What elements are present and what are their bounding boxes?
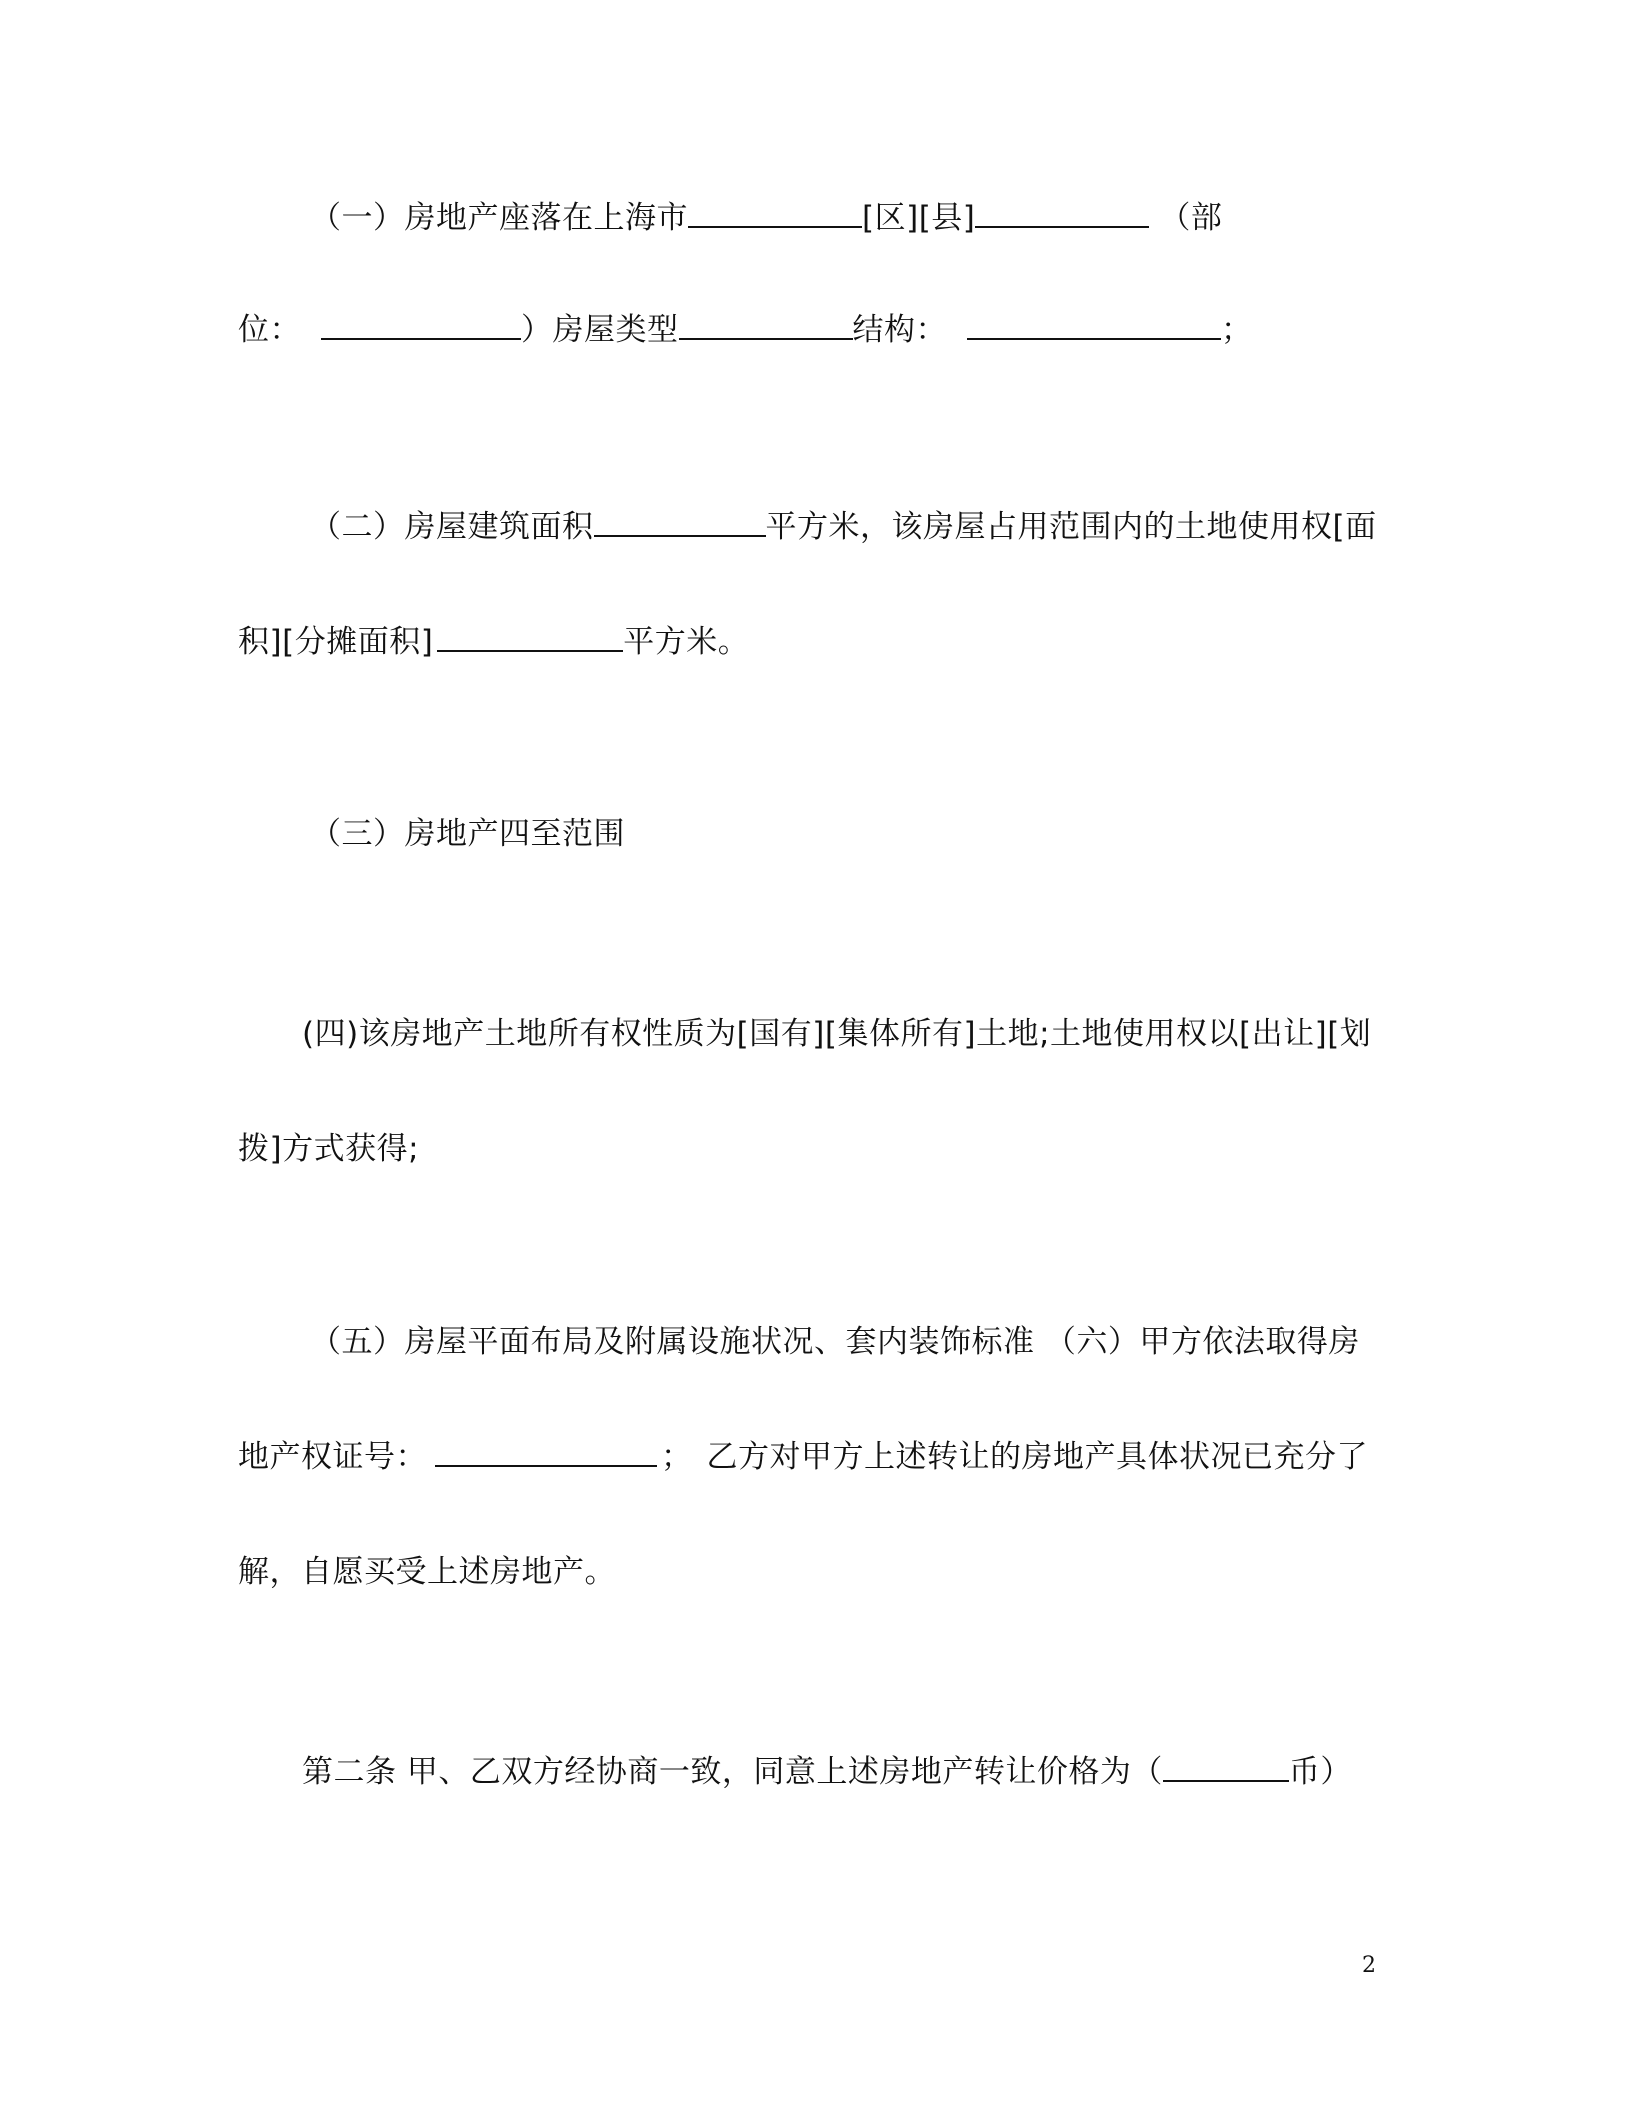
clause-1-line-2 — [238, 308, 1253, 352]
land-acquisition-text: 拨]方式获得; — [238, 1131, 420, 1167]
certificate-semicolon: ； — [661, 1439, 693, 1475]
land-ownership-text: (四)该房地产土地所有权性质为[国有][集体所有]土地;土地使用权以[出让][划 — [302, 1016, 1372, 1052]
buyer-aware-text: 乙方对甲方上述转让的房地产具体状况已充分了 — [706, 1439, 1368, 1475]
building-area-blank[interactable] — [594, 505, 766, 537]
shared-area-label: 积][分摊面积] — [238, 624, 434, 660]
position-blank[interactable] — [321, 308, 521, 340]
buyer-consent-text: 解，自愿买受上述房地产。 — [238, 1554, 616, 1590]
clause-5-line-3 — [238, 1550, 616, 1594]
land-use-text: 平方米，该房屋占用范围内的土地使用权[面 — [765, 509, 1377, 545]
price-text: 第二条 甲、乙双方经协商一致，同意上述房地产转让价格为（ — [302, 1754, 1163, 1790]
structure-label: 结构： — [852, 312, 947, 348]
clause-1-line-1 — [310, 196, 1222, 240]
semicolon-text: ； — [1221, 312, 1253, 348]
certificate-label: 地产权证号： — [238, 1439, 427, 1475]
house-type-label: ）房屋类型 — [521, 312, 679, 348]
square-meter-text: 平方米。 — [623, 624, 750, 660]
clause-1-location-text: （一）房地产座落在上海市 — [310, 200, 688, 236]
article-2-line-1 — [302, 1750, 1352, 1794]
district-blank[interactable] — [975, 196, 1149, 228]
shared-area-blank[interactable] — [437, 620, 623, 652]
clause-2-line-2 — [238, 620, 749, 664]
currency-text: 币） — [1288, 1754, 1352, 1790]
position-label: 位： — [238, 312, 301, 348]
structure-blank[interactable] — [967, 308, 1221, 340]
clause-4-line-1 — [302, 1012, 1371, 1056]
boundary-text: （三）房地产四至范围 — [310, 816, 625, 852]
district-county-text: [区][县] — [862, 200, 976, 236]
clause-3-line-1 — [310, 812, 625, 856]
position-open-text: （部 — [1159, 200, 1223, 236]
page-number: 2 — [1362, 1953, 1376, 1978]
clause-5-line-2 — [238, 1435, 1368, 1479]
layout-text: （五）房屋平面布局及附属设施状况、套内装饰标准 （六）甲方依法取得房 — [310, 1324, 1360, 1360]
city-blank[interactable] — [688, 196, 862, 228]
price-blank[interactable] — [1163, 1750, 1289, 1782]
clause-5-line-1 — [310, 1320, 1360, 1364]
clause-2-line-1 — [310, 505, 1377, 549]
certificate-blank[interactable] — [435, 1435, 657, 1467]
house-type-blank[interactable] — [679, 308, 853, 340]
clause-4-line-2 — [238, 1127, 419, 1171]
building-area-label: （二）房屋建筑面积 — [310, 509, 594, 545]
